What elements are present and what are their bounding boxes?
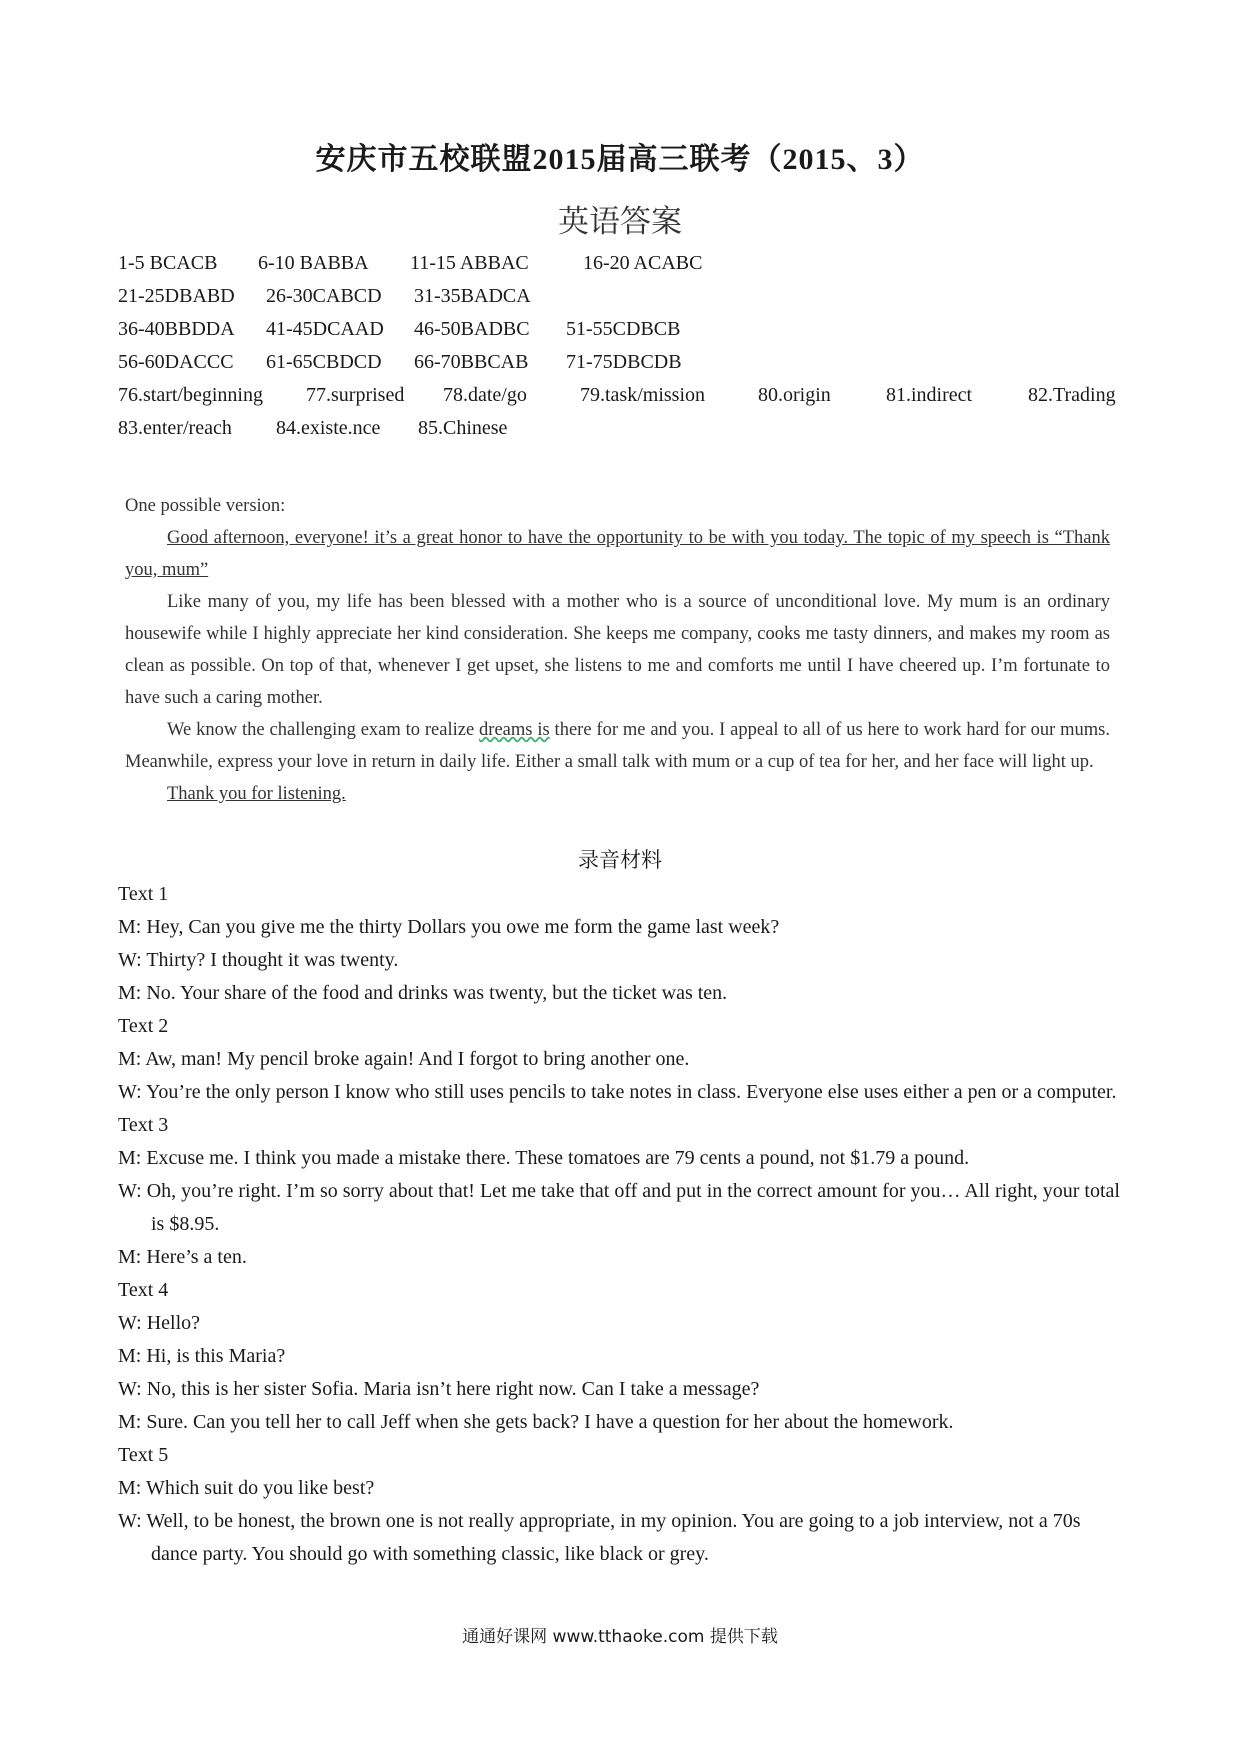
answer-item: 80.origin (758, 384, 831, 406)
dialogue-line: M: Sure. Can you tell her to call Jeff when she gets back? I have a question for her about the homework. (118, 1411, 954, 1433)
transcript-heading: Text 5 (118, 1444, 169, 1466)
answer-group: 56-60DACCC (118, 351, 234, 373)
page-footer: 通通好课网 www.tthaoke.com 提供下载 (462, 1627, 778, 1647)
answer-group: 41-45DCAAD (266, 318, 384, 340)
answer-group: 46-50BADBC (414, 318, 530, 340)
answer-group: 26-30CABCD (266, 285, 382, 307)
essay-paragraph (125, 778, 1110, 810)
listening-transcript (118, 878, 1128, 1571)
answer-item: 83.enter/reach (118, 417, 232, 439)
essay-paragraph (125, 522, 1110, 586)
essay-intro: One possible version: (125, 496, 286, 516)
answer-group: 16-20 ACABC (583, 252, 703, 274)
dialogue-line: W: Hello? (118, 1312, 201, 1334)
answer-row (118, 417, 1138, 450)
essay-opening: Good afternoon, everyone! it’s a great honor to have the opportunity to be with you today. The topic of my speech is “Thank you, mum” (125, 528, 1110, 580)
dialogue-line: W: Well, to be honest, the brown one is not really appropriate, in my opinion. You are going to a job interview, not a 70s dance party. You should go with something classic, like black or grey. (118, 1510, 1081, 1565)
answer-group: 11-15 ABBAC (410, 252, 529, 274)
dialogue-line: M: Here’s a ten. (118, 1246, 247, 1268)
answer-item: 78.date/go (443, 384, 527, 406)
answer-item: 76.start/beginning (118, 384, 263, 406)
dialogue-line: M: Hey, Can you give me the thirty Dollars you owe me form the game last week? (118, 916, 780, 938)
dialogue-line: M: Which suit do you like best? (118, 1477, 375, 1499)
answer-row (118, 384, 1138, 417)
essay-text: there for me and you. I appeal to all of us here to work hard for our mums. Meanwhile, express your love in return in daily life. Either a small talk with mum or a cup of tea for her, and her face will light up. (125, 720, 1110, 772)
answer-item: 84.existe.nce (276, 417, 381, 439)
essay-text: We know the challenging exam to realize (167, 720, 480, 740)
answer-row (118, 285, 1138, 318)
answer-item: 85.Chinese (418, 417, 508, 439)
dialogue-line: W: Thirty? I thought it was twenty. (118, 949, 399, 971)
transcript-heading: Text 3 (118, 1114, 169, 1136)
answer-key (118, 252, 1138, 450)
answer-item: 79.task/mission (580, 384, 706, 406)
answer-group: 1-5 BCACB (118, 252, 218, 274)
page-title: 安庆市五校联盟2015届高三联考（2015、3） (315, 143, 925, 176)
transcript-heading: Text 1 (118, 883, 169, 905)
transcript-heading: Text 4 (118, 1279, 169, 1301)
answer-item: 81.indirect (886, 384, 973, 406)
answer-item: 82.Trading (1028, 384, 1116, 406)
dialogue-line: W: No, this is her sister Sofia. Maria isn’t here right now. Can I take a message? (118, 1378, 760, 1400)
dialogue-line: W: You’re the only person I know who still uses pencils to take notes in class. Everyone else uses either a pen or a computer. (118, 1081, 1117, 1103)
essay-paragraph: Like many of you, my life has been blessed with a mother who is a source of unconditional love. My mum is an ordinary housewife while I highly appreciate her kind consideration. She keeps me company, cooks me tasty dinners, and makes my room as clean as possible. On top of that, whenever I get upset, she listens to me and comforts me until I have cheered up. I’m fortunate to have such a caring mother. (125, 592, 1110, 708)
section-title: 录音材料 (578, 848, 662, 872)
essay-paragraph (125, 714, 1110, 778)
dialogue-line: M: Hi, is this Maria? (118, 1345, 286, 1367)
sample-essay (125, 490, 1110, 810)
transcript-heading: Text 2 (118, 1015, 169, 1037)
spellcheck-mark: dreams is (479, 720, 550, 740)
essay-closing: Thank you for listening. (167, 784, 346, 804)
answer-group: 36-40BBDDA (118, 318, 235, 340)
answer-row (118, 318, 1138, 351)
answer-group: 66-70BBCAB (414, 351, 529, 373)
answer-group: 61-65CBDCD (266, 351, 382, 373)
answer-item: 77.surprised (306, 384, 405, 406)
dialogue-line: M: Excuse me. I think you made a mistake there. These tomatoes are 79 cents a pound, not $1.79 a pound. (118, 1147, 970, 1169)
answer-row (118, 252, 1138, 285)
answer-group: 51-55CDBCB (566, 318, 681, 340)
dialogue-line: M: Aw, man! My pencil broke again! And I forgot to bring another one. (118, 1048, 690, 1070)
dialogue-line: W: Oh, you’re right. I’m so sorry about that! Let me take that off and put in the correct amount for you… All right, your total is $8.95. (118, 1180, 1120, 1235)
page-subtitle: 英语答案 (558, 204, 682, 239)
answer-row (118, 351, 1138, 384)
dialogue-line: M: No. Your share of the food and drinks was twenty, but the ticket was ten. (118, 982, 728, 1004)
answer-group: 71-75DBCDB (566, 351, 682, 373)
answer-group: 31-35BADCA (414, 285, 531, 307)
answer-group: 6-10 BABBA (258, 252, 369, 274)
answer-group: 21-25DBABD (118, 285, 235, 307)
